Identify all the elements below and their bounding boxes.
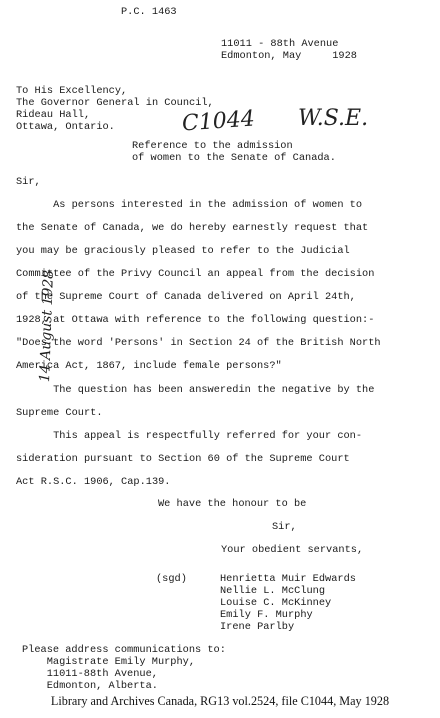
body-line: "Does the word 'Persons' in Section 24 of the British North <box>16 337 381 349</box>
closing-servants: Your obedient servants, <box>221 544 364 556</box>
body-line: Act R.S.C. 1906, Cap.139. <box>16 476 171 488</box>
body-line: 1928, at Ottawa with reference to the following question:- <box>16 314 375 326</box>
body-line: the Senate of Canada, we do hereby earnestly request that <box>16 222 369 234</box>
recipient-line: Rideau Hall, <box>16 109 91 121</box>
signatory-name: Nellie L. McClung <box>220 585 326 597</box>
body-line: of the Supreme Court of Canada delivered on April 24th, <box>16 291 356 303</box>
body-line: This appeal is respectfully referred for your con- <box>16 430 363 442</box>
sender-address: 11011 - 88th Avenue <box>221 38 339 50</box>
address-line: Magistrate Emily Murphy, <box>22 656 196 668</box>
signatory-block <box>156 573 356 633</box>
signatory-name: Irene Parlby <box>220 621 295 633</box>
recipient-line: Ottawa, Ontario. <box>16 121 115 133</box>
body-line: Committee of the Privy Council an appeal from the decision <box>16 268 375 280</box>
closing-sir: Sir, <box>272 521 297 533</box>
recipient-line: To His Excellency, <box>16 85 128 97</box>
body-line: America Act, 1867, include female persons?" <box>16 360 282 372</box>
handwritten-initials: W.S.E. <box>298 106 369 131</box>
signatory-name: Henrietta Muir Edwards <box>220 573 356 585</box>
place-date: Edmonton, May 1928 <box>221 50 357 62</box>
handwritten-file-number: C1044 <box>181 106 256 137</box>
body-line: The question has been answeredin the negative by the <box>16 384 375 396</box>
body-line: Supreme Court. <box>16 407 103 419</box>
salutation: Sir, <box>16 176 41 188</box>
address-line: Edmonton, Alberta. <box>22 680 158 692</box>
body-line: sideration pursuant to Section 60 of the Supreme Court <box>16 453 350 465</box>
body-line: you may be graciously pleased to refer to the Judicial <box>16 245 350 257</box>
sgd-label: (sgd) <box>156 573 187 585</box>
archive-caption: Library and Archives Canada, RG13 vol.2524, file C1044, May 1928 <box>50 694 390 708</box>
recipient-line: The Governor General in Council, <box>16 97 214 109</box>
address-line: 11011-88th Avenue, <box>22 668 158 680</box>
body-line: As persons interested in the admission of women to <box>16 199 363 211</box>
address-line: Please address communications to: <box>22 644 226 656</box>
signatory-name: Emily F. Murphy <box>220 609 313 621</box>
file-code: P.C. 1463 <box>121 6 177 18</box>
reference-line: of women to the Senate of Canada. <box>132 152 336 164</box>
handwritten-margin-date: 14 August 1928 <box>37 269 57 383</box>
closing-line: We have the honour to be <box>158 498 307 510</box>
reference-line: Reference to the admission <box>132 140 293 152</box>
signatory-name: Louise C. McKinney <box>220 597 332 609</box>
